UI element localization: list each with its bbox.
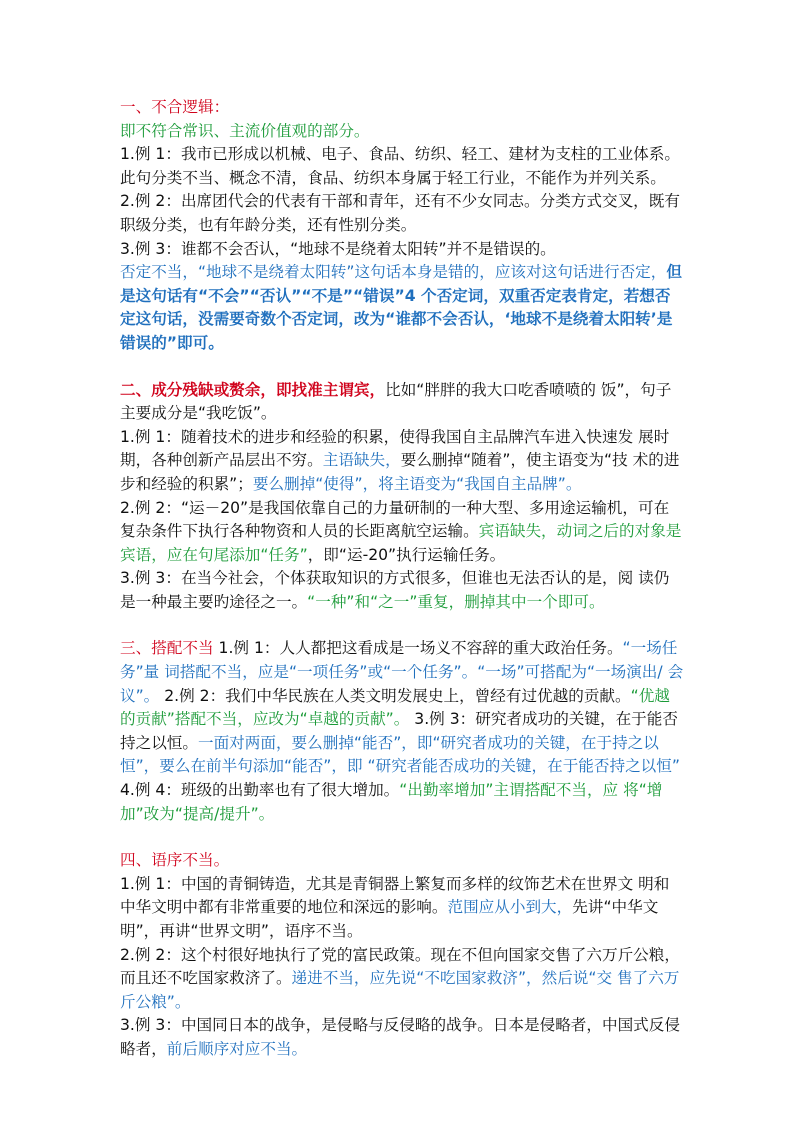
section-2-example-1 xyxy=(120,426,684,497)
example-text: ，即“运-20”执行运输任务。 xyxy=(307,545,506,564)
note-text: “一场任务”量 词搭配不当，应是“一项任务”或“一个任务”。“一场”可搭配为“一场演出/ 会议”。 xyxy=(120,639,684,705)
example-text: 3.例 3：中国同日本的战争，是侵略与反侵略的战争。日本是侵略者，中国式反侵略者， xyxy=(120,1016,680,1058)
example-text: 2.例 2：我们中华民族在人类文明发展史上，曾经有过优越的贡献。 xyxy=(159,686,631,705)
note-text: 宾语缺失，动词之后的对象是宾语，应在句尾添加“任务” xyxy=(120,522,682,564)
section-2-title-rest: 比如“胖胖的我大口吃香喷喷的 饭”，句子主要成分是“我吃饭”。 xyxy=(120,380,672,423)
document-page xyxy=(120,96,684,1062)
section-illogical xyxy=(120,96,684,356)
example-text: 2.例 2：“运－20”是我国依靠自己的力量研制的一种大型、多用途运输机，可在复杂条件下执行各种物资和人员的长距离航空运输。 xyxy=(120,498,670,541)
example-text: 3.例 3：在当今社会，个体获取知识的方式很多，但谁也无法否认的是，阅 读仍是一种最主要旳途径之一。 xyxy=(120,569,670,611)
section-2-title-line xyxy=(120,379,684,426)
example-text: 1.例 1：中国的青铜铸造，尤其是青铜器上繁复而多样的纹饰艺术在世界文 明和中华文明中都有非常重要的地位和深远的影响。 xyxy=(120,874,670,917)
section-3-paragraph xyxy=(120,637,684,826)
section-1-subtitle: 即不符合常识、主流价值观的部分。 xyxy=(120,121,370,140)
note-text: “优越 的贡献”搭配不当，应改为“卓越的贡献”。 xyxy=(120,686,670,729)
section-4-example-1 xyxy=(120,873,684,944)
note-text: 递进不当，应先说“不吃国家救济”，然后说“交 售了六万斤公粮”。 xyxy=(120,969,680,1011)
example-text: 1.例 1：人人都把这看成是一场义不容辞的重大政治任务。 xyxy=(213,639,623,658)
section-1-example-3: 3.例 3：谁都不会否认，“地球不是绕着太阳转”并不是错误的。 xyxy=(120,239,556,258)
section-mismatch xyxy=(120,637,684,826)
section-2-example-2 xyxy=(120,497,684,568)
section-2-title: 二、成分残缺或赘余，即找准主谓宾， xyxy=(120,380,386,399)
section-3-title: 三、搭配不当 xyxy=(120,639,214,658)
note-text-bold: 但是这句话有“不会”“否认”“不是”“错误”4 个否定词，双重否定表肯定，若想否定这句话，没需要奇数个否定词，改为“谁都不会否认，‘地球不是绕着太阳转’是错误的”即可。 xyxy=(120,263,682,352)
section-word-order xyxy=(120,849,684,1061)
section-1-example-2: 2.例 2：出席团代会的代表有干部和青年，还有不少女同志。分类方式交叉，既有职级分类，也有年龄分类，还有性别分类。 xyxy=(120,192,680,234)
section-1-example-1: 1.例 1：我市已形成以机械、电子、食品、纺织、轻工、建材为支柱的工业体系。此句分类不当、概念不清，食品、纺织本身属于轻工行业，不能作为并列关系。 xyxy=(120,145,680,187)
note-text: “一种”和“之一”重复，删掉其中一个即可。 xyxy=(307,592,605,611)
section-missing-components xyxy=(120,379,684,615)
section-1-title: 一、不合逻辑： xyxy=(120,98,230,116)
note-text: 否定不当，“地球不是绕着太阳转”这句话本身是错的，应该对这句话进行否定， xyxy=(120,263,667,282)
section-4-example-2 xyxy=(120,944,684,1015)
section-1-example-3-note xyxy=(120,261,684,355)
section-4-title: 四、语序不当。 xyxy=(120,851,230,870)
example-text: 先讲“中华文明”，再讲“世界文明”，语序不当。 xyxy=(120,898,659,940)
example-text: 4.例 4：班级的出勤率也有了很大增加。 xyxy=(120,781,400,800)
note-text: 范围应从小到大， xyxy=(447,898,573,917)
note-text: 要么删掉“使得”，将主语变为“我国自主品牌”。 xyxy=(252,474,582,493)
example-text: 要么删掉“随着”，使主语变为“技 术的进步和经验的积累”； xyxy=(120,451,680,493)
note-text: 主语缺失， xyxy=(322,451,401,470)
note-text: 前后顺序对应不当。 xyxy=(166,1039,308,1058)
note-text: 一面对两面，要么删掉“能否”，即“研究者成功的关键，在于持之以恒”，要么在前半句添加“能否”，即 “研究者能否成功的关键，在于能否持之以恒” xyxy=(120,733,680,776)
example-text: 3.例 3：研究者成功的关键，在于能否持之以恒。 xyxy=(120,710,678,752)
example-text: 1.例 1：随着技术的进步和经验的积累，使得我国自主品牌汽车进入快速发 展时期，各种创新产品层出不穷。 xyxy=(120,427,670,470)
note-text: “出勤率增加”主谓搭配不当，应 将“增加”改为“提高/提升”。 xyxy=(120,781,663,823)
section-4-example-3 xyxy=(120,1014,684,1061)
example-text: 2.例 2：这个村很好地执行了党的富民政策。现在不但向国家交售了六万斤公粮，而且还不吃国家救济了。 xyxy=(120,945,680,988)
section-2-example-3 xyxy=(120,567,684,614)
